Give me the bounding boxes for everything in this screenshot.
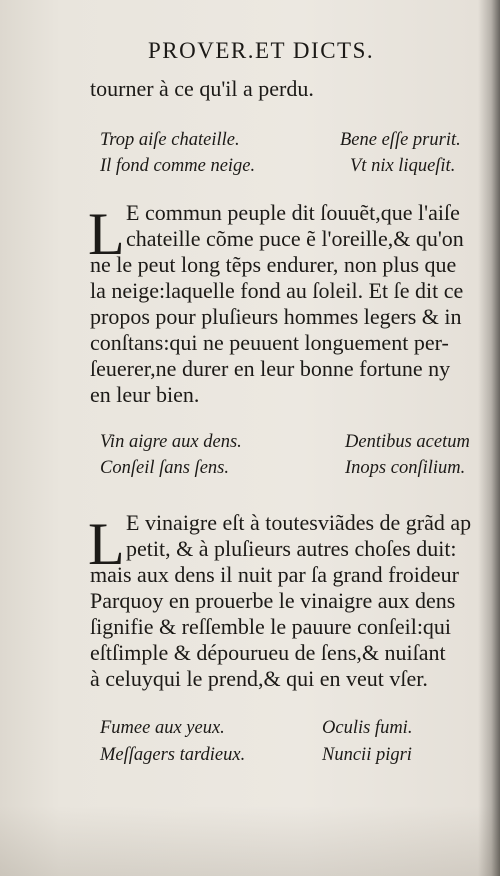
- proverb-latin: Inops conſilium.: [345, 458, 466, 478]
- text-line: chateille cõme puce ẽ l'oreille,& qu'on: [126, 226, 464, 251]
- drop-cap-initial: L: [88, 201, 125, 267]
- text-line: E vinaigre eſt à toutesviãdes de grãd ap: [126, 510, 472, 535]
- text-line: la neige:laquelle fond au ſoleil. Et ſe dit ce: [90, 278, 464, 303]
- drop-cap-initial: L: [88, 511, 125, 577]
- proverb-french: Vin aigre aux dens.: [100, 432, 242, 452]
- text-line: à celuyqui le prend,& qui en veut vſer.: [90, 666, 428, 691]
- text-line: petit, & à pluſieurs autres choſes duit:: [126, 536, 457, 561]
- top-line: tourner à ce qu'il a perdu.: [90, 76, 314, 101]
- text-line: conſtans:qui ne peuuent longuement per-: [90, 330, 449, 355]
- proverb-french: Fumee aux yeux.: [100, 718, 225, 738]
- text-line: eſtſimple & dépourueu de ſens,& nuiſant: [90, 640, 446, 665]
- text-line: en leur bien.: [90, 382, 200, 407]
- text-line: E commun peuple dit ſouuẽt,que l'aiſe: [126, 200, 460, 225]
- proverb-latin: Bene eſſe prurit.: [340, 130, 461, 150]
- page-fold-shadow: [478, 0, 500, 876]
- commentary-paragraph: [90, 200, 485, 408]
- text-line: mais aux dens il nuit par ſa grand froideur: [90, 562, 460, 587]
- proverb-latin: Vt nix liqueſit.: [350, 156, 456, 176]
- commentary-paragraph: [90, 510, 485, 692]
- proverb-french: Conſeil ſans ſens.: [100, 458, 229, 478]
- running-title: PROVER.ET DICTS.: [148, 38, 375, 63]
- proverb-latin: Oculis fumi.: [322, 718, 413, 738]
- text-line: ſignifie & reſſemble le pauure conſeil:qui: [90, 614, 452, 639]
- text-line: ſeuerer,ne durer en leur bonne fortune ny: [90, 356, 451, 381]
- proverb-latin: Dentibus acetum: [345, 432, 470, 452]
- text-line: propos pour pluſieurs hommes legers & in: [90, 304, 462, 329]
- page-bottom-shade: [0, 806, 500, 876]
- proverb-french: Meſſagers tardieux.: [100, 745, 246, 765]
- proverb-french: Il fond comme neige.: [100, 156, 256, 176]
- proverb-latin: Nuncii pigri: [322, 745, 412, 765]
- text-line: ne le peut long tẽps endurer, non plus que: [90, 252, 457, 277]
- text-line: Parquoy en prouerbe le vinaigre aux dens: [90, 588, 456, 613]
- proverb-french: Trop aiſe chateille.: [100, 130, 240, 150]
